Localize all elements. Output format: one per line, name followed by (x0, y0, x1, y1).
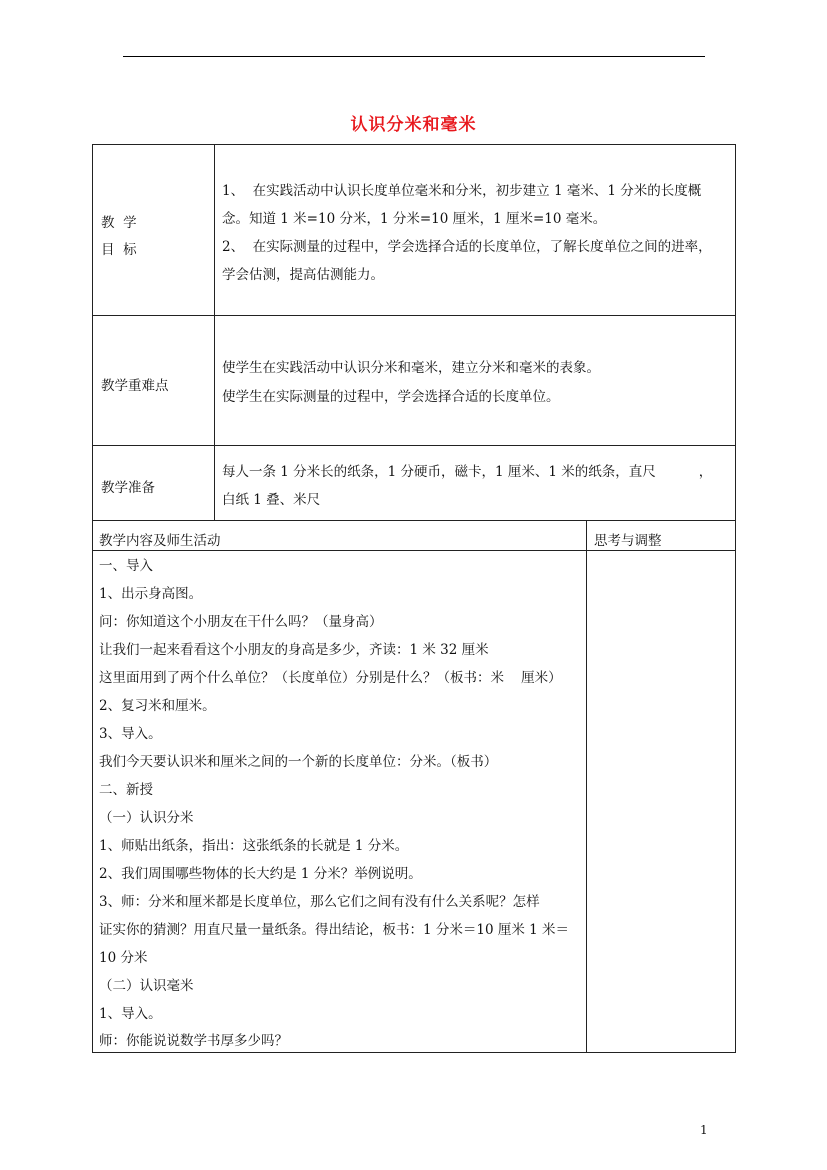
content-line: 问：你知道这个小朋友在干什么吗？（量身高） (99, 614, 383, 630)
objectives-label-line1: 教 学 (101, 215, 137, 231)
content-column-header: 教学内容及师生活动 (99, 533, 221, 549)
content-line: 2、我们周围哪些物体的长大约是 1 分米？举例说明。 (99, 866, 422, 882)
content-line: 1、师贴出纸条，指出：这张纸条的长就是 1 分米。 (99, 838, 409, 854)
content-line: 3、师：分米和厘米都是长度单位，那么它们之间有没有什么关系呢？怎样 (99, 894, 540, 910)
content-line: 让我们一起来看看这个小朋友的身高是多少，齐读：1 米 32 厘米 (99, 642, 489, 658)
content-line: （一）认识分米 (99, 810, 194, 826)
content-line: 这里面用到了两个什么单位？（长度单位）分别是什么？（板书：米 厘米） (99, 670, 562, 686)
label-column-divider (214, 144, 215, 521)
key-points-line-1: 使学生在实践活动中认识分米和毫米，建立分米和毫米的表象。 (222, 360, 600, 376)
content-line: 一、导入 (99, 558, 153, 574)
content-line: 1、导入。 (99, 1006, 162, 1022)
key-points-line-2: 使学生在实际测量的过程中，学会选择合适的长度单位。 (222, 389, 560, 405)
key-points-label: 教学重难点 (101, 378, 169, 394)
objectives-line-4: 学会估测，提高估测能力。 (222, 267, 384, 283)
reflection-column-divider (586, 521, 587, 1053)
objectives-line-1: 1、 在实践活动中认识长度单位毫米和分米，初步建立 1 毫米、1 分米的长度概 (222, 183, 702, 199)
preparation-label: 教学准备 (101, 480, 155, 496)
content-line: 我们今天要认识米和厘米之间的一个新的长度单位：分米。（板书） (99, 754, 498, 770)
header-rule (123, 56, 705, 57)
objectives-line-2: 念。知道 1 米=10 分米，1 分米=10 厘米，1 厘米=10 毫米。 (222, 211, 607, 227)
reflection-column-header: 思考与调整 (594, 533, 662, 549)
content-line: 二、新授 (99, 782, 153, 798)
page-number: 1 (700, 1123, 708, 1137)
objectives-label-line2: 目 标 (101, 242, 137, 258)
content-line: 3、导入。 (99, 726, 162, 742)
content-line: 10 分米 (99, 950, 148, 966)
content-line: 2、复习米和厘米。 (99, 698, 216, 714)
page-title: 认识分米和毫米 (350, 115, 477, 135)
preparation-line-1: 每人一条 1 分米长的纸条，1 分硬币，磁卡，1 厘米、1 米的纸条，直尺 ， (222, 464, 713, 480)
content-line: 师：你能说说数学书厚多少吗？ (99, 1033, 288, 1049)
content-header-divider (92, 550, 736, 551)
content-line: （二）认识毫米 (99, 978, 194, 994)
objectives-line-3: 2、 在实际测量的过程中，学会选择合适的长度单位，了解长度单位之间的进率， (222, 239, 712, 255)
preparation-line-2: 白纸 1 叠、米尺 (222, 492, 321, 508)
content-line: 证实你的猜测？用直尺量一量纸条。得出结论，板书：1 分米＝10 厘米 1 米＝ (99, 922, 570, 938)
row-divider-1 (92, 315, 736, 316)
content-line: 1、出示身高图。 (99, 586, 203, 602)
row-divider-2 (92, 445, 736, 446)
